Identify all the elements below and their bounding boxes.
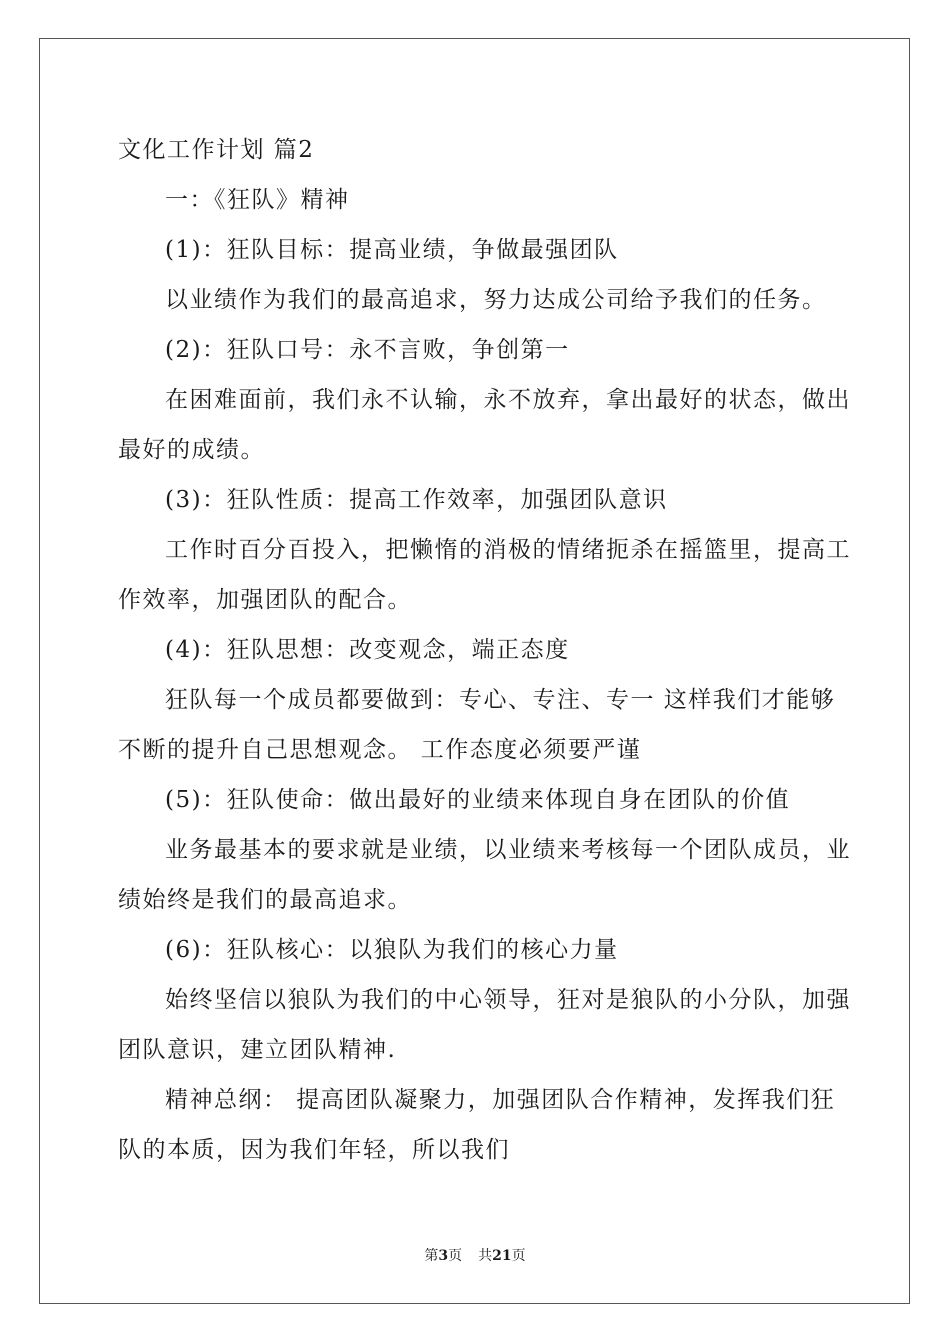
point-heading-1: (1)：狂队目标：提高业绩，争做最强团队 bbox=[165, 237, 619, 263]
paragraph-line: 业务最基本的要求就是业绩，以业绩来考核每一个团队成员，业 bbox=[165, 837, 851, 863]
paragraph-line: 狂队每一个成员都要做到：专心、专注、专一 这样我们才能够 bbox=[165, 687, 836, 713]
total-prefix: 共 bbox=[478, 1248, 493, 1264]
point-heading-4: (4)：狂队思想：改变观念，端正态度 bbox=[165, 637, 570, 663]
paragraph-line: 最好的成绩。 bbox=[118, 437, 265, 463]
paragraph-line: 精神总纲： 提高团队凝聚力，加强团队合作精神，发挥我们狂 bbox=[165, 1087, 836, 1113]
paragraph-line: 队的本质，因为我们年轻，所以我们 bbox=[118, 1137, 510, 1163]
point-heading-5: (5)：狂队使命：做出最好的业绩来体现自身在团队的价值 bbox=[165, 787, 791, 813]
point-heading-2: (2)：狂队口号：永不言败，争创第一 bbox=[165, 337, 570, 363]
paragraph-line: 工作时百分百投入，把懒惰的消极的情绪扼杀在摇篮里，提高工 bbox=[165, 537, 851, 563]
document-title: 文化工作计划 篇2 bbox=[118, 137, 315, 163]
paragraph-line: 绩始终是我们的最高追求。 bbox=[118, 887, 412, 913]
page-number: 3 bbox=[438, 1248, 449, 1264]
paragraph-line: 始终坚信以狼队为我们的中心领导，狂对是狼队的小分队，加强 bbox=[165, 987, 851, 1013]
paragraph-line: 团队意识，建立团队精神. bbox=[118, 1037, 397, 1063]
paragraph-line: 作效率，加强团队的配合。 bbox=[118, 587, 412, 613]
paragraph-line: 以业绩作为我们的最高追求，努力达成公司给予我们的任务。 bbox=[165, 287, 827, 313]
page-footer bbox=[0, 1247, 950, 1265]
paragraph-line: 不断的提升自己思想观念。 工作态度必须要严谨 bbox=[118, 737, 642, 763]
point-heading-3: (3)：狂队性质：提高工作效率，加强团队意识 bbox=[165, 487, 668, 513]
total-pages: 21 bbox=[492, 1248, 512, 1264]
section-heading: 一：《狂队》精神 bbox=[165, 187, 350, 213]
page-suffix: 页 bbox=[448, 1248, 463, 1264]
total-suffix: 页 bbox=[511, 1248, 526, 1264]
page-prefix: 第 bbox=[424, 1248, 439, 1264]
paragraph-line: 在困难面前，我们永不认输，永不放弃，拿出最好的状态，做出 bbox=[165, 387, 851, 413]
point-heading-6: (6)：狂队核心：以狼队为我们的核心力量 bbox=[165, 937, 619, 963]
